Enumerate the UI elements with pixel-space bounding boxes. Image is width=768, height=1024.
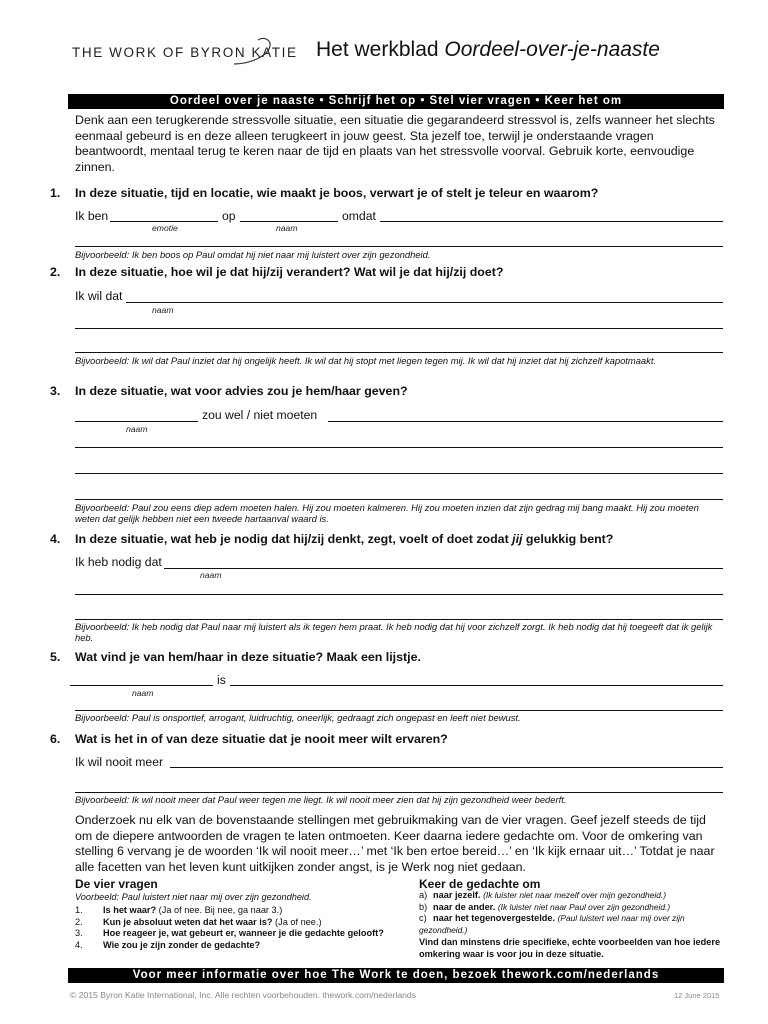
turnaround-item: a) naar jezelf. (Ik luister niet naar mezelf over mijn gezondheid.)	[419, 890, 666, 900]
q3-answer-line[interactable]	[75, 499, 723, 500]
turnaround-heading: Keer de gedachte om	[419, 877, 541, 891]
q3-zou-wel-label: zou wel / niet moeten	[202, 408, 318, 422]
q1-ik-ben-label: Ik ben	[75, 209, 109, 223]
caption-naam: naam	[126, 424, 148, 434]
q1-example: Bijvoorbeeld: Ik ben boos op Paul omdat hij niet naar mij luistert over zijn gezondheid.	[75, 249, 431, 260]
bottom-banner: Voor meer informatie over hoe The Work te doen, bezoek thework.com/nederlands	[68, 968, 724, 983]
q4-example: Bijvoorbeeld: Ik heb nodig dat Paul naar mij luistert als ik tegen hem praat. Ik heb nodig dat hij voor zichzelf zorgt. Ik heb nodig dat hij toegeeft dat ik gelijk heb.	[75, 621, 713, 643]
q6-field[interactable]	[170, 767, 723, 768]
q3-answer-line[interactable]	[75, 447, 723, 448]
q2-ik-wil-dat-label: Ik wil dat	[75, 289, 123, 303]
q1-emotie-field[interactable]	[110, 221, 218, 222]
q5-example: Bijvoorbeeld: Paul is onsportief, arrogant, luidruchtig, oneerlijk, gedraagt zich ongepast en leeft niet bewust.	[75, 712, 521, 723]
question-2-text: In deze situatie, hoe wil je dat hij/zij verandert? Wat wil je dat hij/zij doet?	[75, 265, 504, 279]
document-title: Het werkblad Oordeel-over-je-naaste	[316, 38, 660, 61]
caption-naam: naam	[152, 305, 174, 315]
question-3-text: In deze situatie, wat voor advies zou je hem/haar geven?	[75, 384, 408, 398]
q3-example: Bijvoorbeeld: Paul zou eens diep adem moeten halen. Hij zou moeten kalmeren. Hij zou moeten inzien dat zijn gedrag mij bang maakt. Hij zou moeten weten dat gelijk hebben niet een tweede hartaanval waard is.	[75, 502, 699, 524]
brand-swoosh-icon	[228, 34, 276, 70]
q3-field[interactable]	[328, 421, 723, 422]
top-banner: Oordeel over je naaste • Schrijf het op • Stel vier vragen • Keer het om	[68, 94, 724, 109]
q2-answer-line[interactable]	[75, 328, 723, 329]
caption-emotie: emotie	[152, 223, 178, 233]
q6-ik-wil-nooit-label: Ik wil nooit meer	[75, 755, 164, 769]
four-question-item: 1. Is het waar? (Ja of nee. Bij nee, ga naar 3.)	[75, 905, 283, 915]
question-5-text: Wat vind je van hem/haar in deze situatie? Maak een lijstje.	[75, 650, 421, 664]
q2-answer-line[interactable]	[75, 352, 723, 353]
four-questions-list	[75, 905, 415, 951]
four-question-item: 2. Kun je absoluut weten dat het waar is? (Ja of nee.)	[75, 916, 322, 927]
copyright-text: © 2015 Byron Katie International, Inc. Alle rechten voorbehouden. thework.com/nederlands	[70, 990, 416, 1000]
turnaround-list	[419, 890, 725, 960]
question-number: 2.	[50, 265, 61, 279]
outro-paragraph: Onderzoek nu elk van de bovenstaande stellingen met gebruikmaking van de vier vragen. Geef jezelf steeds de tijd om de diepere antwoorden de vragen te laten ontmoeten. Keer daarna iedere gedachte om. Voor de omkering van stelling 6 vervang je de woorden ‘Ik wil nooit meer…’ met ‘Ik ben ertoe bereid…’ en ‘Ik kijk ernaar uit…’ Totdat je naar alle facetten van het leven kunt uitkijken zonder angst, is je Werk nog niet gedaan.	[75, 813, 715, 874]
q4-field[interactable]	[164, 568, 723, 569]
question-6-text: Wat is het in of van deze situatie dat je nooit meer wilt ervaren?	[75, 732, 448, 746]
turnaround-item: b) naar de ander. (Ik luister niet naar Paul over zijn gezondheid.)	[419, 901, 671, 912]
q1-naam-field[interactable]	[240, 221, 338, 222]
q4-ik-heb-label: Ik heb nodig dat	[75, 555, 162, 569]
revision-date: 12 June 2015	[674, 991, 720, 1000]
question-4-text: In deze situatie, wat heb je nodig dat hij/zij denkt, zegt, voelt of doet zodat jij gelukkig bent?	[75, 532, 614, 546]
caption-naam: naam	[132, 688, 154, 698]
q1-omdat-label: omdat	[342, 209, 376, 223]
q4-answer-line[interactable]	[75, 594, 723, 595]
q2-field[interactable]	[126, 302, 723, 303]
q6-example: Bijvoorbeeld: Ik wil nooit meer dat Paul weer tegen me liegt. Ik wil nooit meer zien dat hij zijn gezondheid weer bederft.	[75, 794, 567, 805]
q1-omdat-field[interactable]	[380, 221, 723, 222]
question-number: 3.	[50, 384, 61, 398]
q5-naam-field[interactable]	[70, 685, 213, 686]
q1-answer-line[interactable]	[75, 246, 723, 247]
q6-answer-line[interactable]	[75, 792, 723, 793]
intro-paragraph: Denk aan een terugkerende stressvolle situatie, een situatie die gegarandeerd stressvol is, zelfs wanneer het slechts eenmaal gebeurd is en deze alleen terugkeert in jouw geest. Sta jezelf toe, terwijl je onderstaande vragen beantwoordt, mentaal terug te keren naar de tijd en plaats van het stressvolle voorval. Gebruik korte, eenvoudige zinnen.	[75, 113, 715, 174]
caption-naam: naam	[200, 570, 222, 580]
question-number: 4.	[50, 532, 61, 546]
turnaround-item: c) naar het tegenovergestelde. (Paul luistert wel naar mij over zijn gezondheid.)	[419, 913, 685, 935]
q4-answer-line[interactable]	[75, 619, 723, 620]
question-1-text: In deze situatie, tijd en locatie, wie maakt je boos, verwart je of stelt je teleur en waarom?	[75, 186, 599, 200]
four-question-item: 3. Hoe reageer je, wat gebeurt er, wanneer je die gedachte gelooft?	[75, 928, 384, 938]
turnaround-closing: Vind dan minstens drie specifieke, echte voorbeelden van hoe iedere omkering waar is voor jou in deze situatie.	[419, 937, 721, 959]
four-questions-example: Voorbeeld: Paul luistert niet naar mij over zijn gezondheid.	[75, 892, 312, 902]
q1-op-label: op	[222, 209, 236, 223]
q2-example: Bijvoorbeeld: Ik wil dat Paul inziet dat hij ongelijk heeft. Ik wil dat hij stopt met liegen tegen mij. Ik wil dat hij inziet dat hij zichzelf kapotmaakt.	[75, 355, 657, 366]
q5-field[interactable]	[230, 685, 723, 686]
q3-naam-field[interactable]	[75, 421, 198, 422]
brand-name: THE WORK OF BYRON KATIE	[72, 45, 298, 60]
caption-naam: naam	[276, 223, 298, 233]
question-number: 5.	[50, 650, 61, 664]
question-number: 6.	[50, 732, 61, 746]
q5-is-label: is	[217, 673, 226, 687]
q3-answer-line[interactable]	[75, 473, 723, 474]
q5-answer-line[interactable]	[75, 710, 723, 711]
four-question-item: 4. Wie zou je zijn zonder de gedachte?	[75, 939, 261, 950]
question-number: 1.	[50, 186, 61, 200]
four-questions-heading: De vier vragen	[75, 877, 158, 891]
